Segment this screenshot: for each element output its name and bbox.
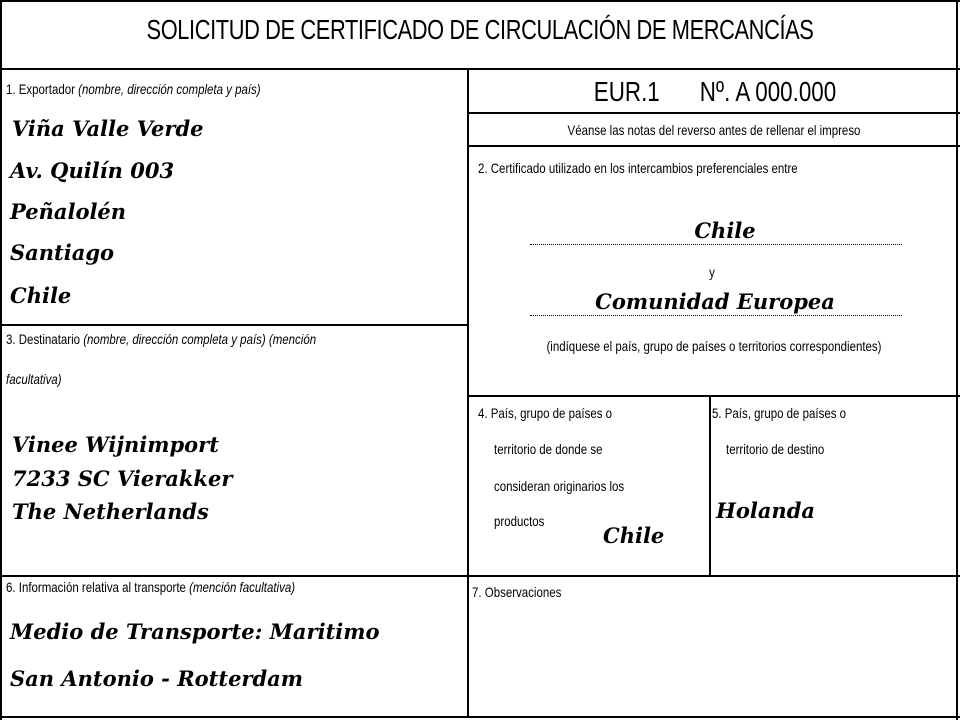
- box2-hint: (indíquese el país, grupo de países o territorios correspondientes): [546, 338, 882, 354]
- exporter-line-5: Chile: [10, 283, 72, 308]
- transport-label-hint: (mención facultativa): [189, 579, 296, 595]
- certificate-usage-label: 2. Certificado utilizado en los intercambios preferenciales entre: [478, 160, 798, 176]
- notes-divider: [468, 145, 960, 147]
- consignee-hint-2: facultativa): [6, 371, 62, 387]
- exporter-label-text: 1. Exportador: [6, 81, 75, 97]
- consignee-label-hint: (nombre, dirección completa y país) (mención: [83, 331, 317, 347]
- destination-label-line-1: 5. País, grupo de países o: [712, 405, 847, 421]
- connector-y: y: [709, 264, 715, 280]
- transport-line-1: Medio de Transporte: Maritimo: [10, 619, 380, 644]
- country-b: Comunidad Europea: [595, 289, 835, 314]
- remarks-label: 7. Observaciones: [472, 584, 562, 600]
- notes-text: Véanse las notas del reverso antes de rellenar el impreso: [567, 122, 861, 138]
- origin-label-line-4: productos: [494, 513, 545, 529]
- left-border: [0, 0, 2, 720]
- form-title: SOLICITUD DE CERTIFICADO DE CIRCULACIÓN DE MERCANCÍAS: [146, 14, 814, 45]
- consignee-line-1: Vinee Wijnimport: [12, 432, 219, 457]
- box2-divider: [468, 395, 960, 397]
- transport-label: [6, 579, 295, 595]
- bottom-border: [0, 716, 960, 718]
- box1-divider: [0, 324, 468, 326]
- consignee-label-hint-2: [6, 371, 62, 387]
- transport-line-2: San Antonio - Rotterdam: [10, 666, 304, 691]
- box4-5-divider: [709, 396, 711, 576]
- eur-serial: Nº. A 000.000: [699, 76, 837, 107]
- country-a: Chile: [694, 218, 756, 243]
- consignee-label: [6, 331, 316, 347]
- origin-label-line-1: 4. País, grupo de países o: [478, 405, 613, 421]
- origin-label-line-2: territorio de donde se: [494, 441, 603, 457]
- destination-country: Holanda: [716, 498, 815, 523]
- country-a-dotted-line: [530, 244, 902, 245]
- origin-country: Chile: [603, 523, 665, 548]
- right-border: [956, 0, 958, 720]
- top-border: [0, 0, 960, 2]
- exporter-line-4: Santiago: [10, 240, 115, 265]
- exporter-label-hint: (nombre, dirección completa y país): [78, 81, 261, 97]
- transport-label-text: 6. Información relativa al transporte: [6, 579, 186, 595]
- consignee-label-text: 3. Destinatario: [6, 331, 81, 347]
- eur-divider: [468, 112, 960, 114]
- destination-label-line-2: territorio de destino: [726, 441, 825, 457]
- exporter-line-2: Av. Quilín 003: [10, 158, 175, 183]
- country-b-dotted-line: [530, 315, 902, 316]
- title-divider: [0, 68, 960, 70]
- eur-number: [519, 76, 911, 108]
- consignee-line-2: 7233 SC Vierakker: [12, 466, 233, 491]
- center-divider: [467, 69, 469, 717]
- consignee-line-3: The Netherlands: [12, 499, 209, 524]
- origin-label-line-3: consideran originarios los: [494, 478, 625, 494]
- exporter-line-1: Viña Valle Verde: [12, 116, 204, 141]
- exporter-label: [6, 81, 261, 97]
- eur-code: EUR.1: [593, 76, 660, 107]
- transport-divider: [0, 575, 960, 577]
- exporter-line-3: Peñalolén: [10, 199, 127, 224]
